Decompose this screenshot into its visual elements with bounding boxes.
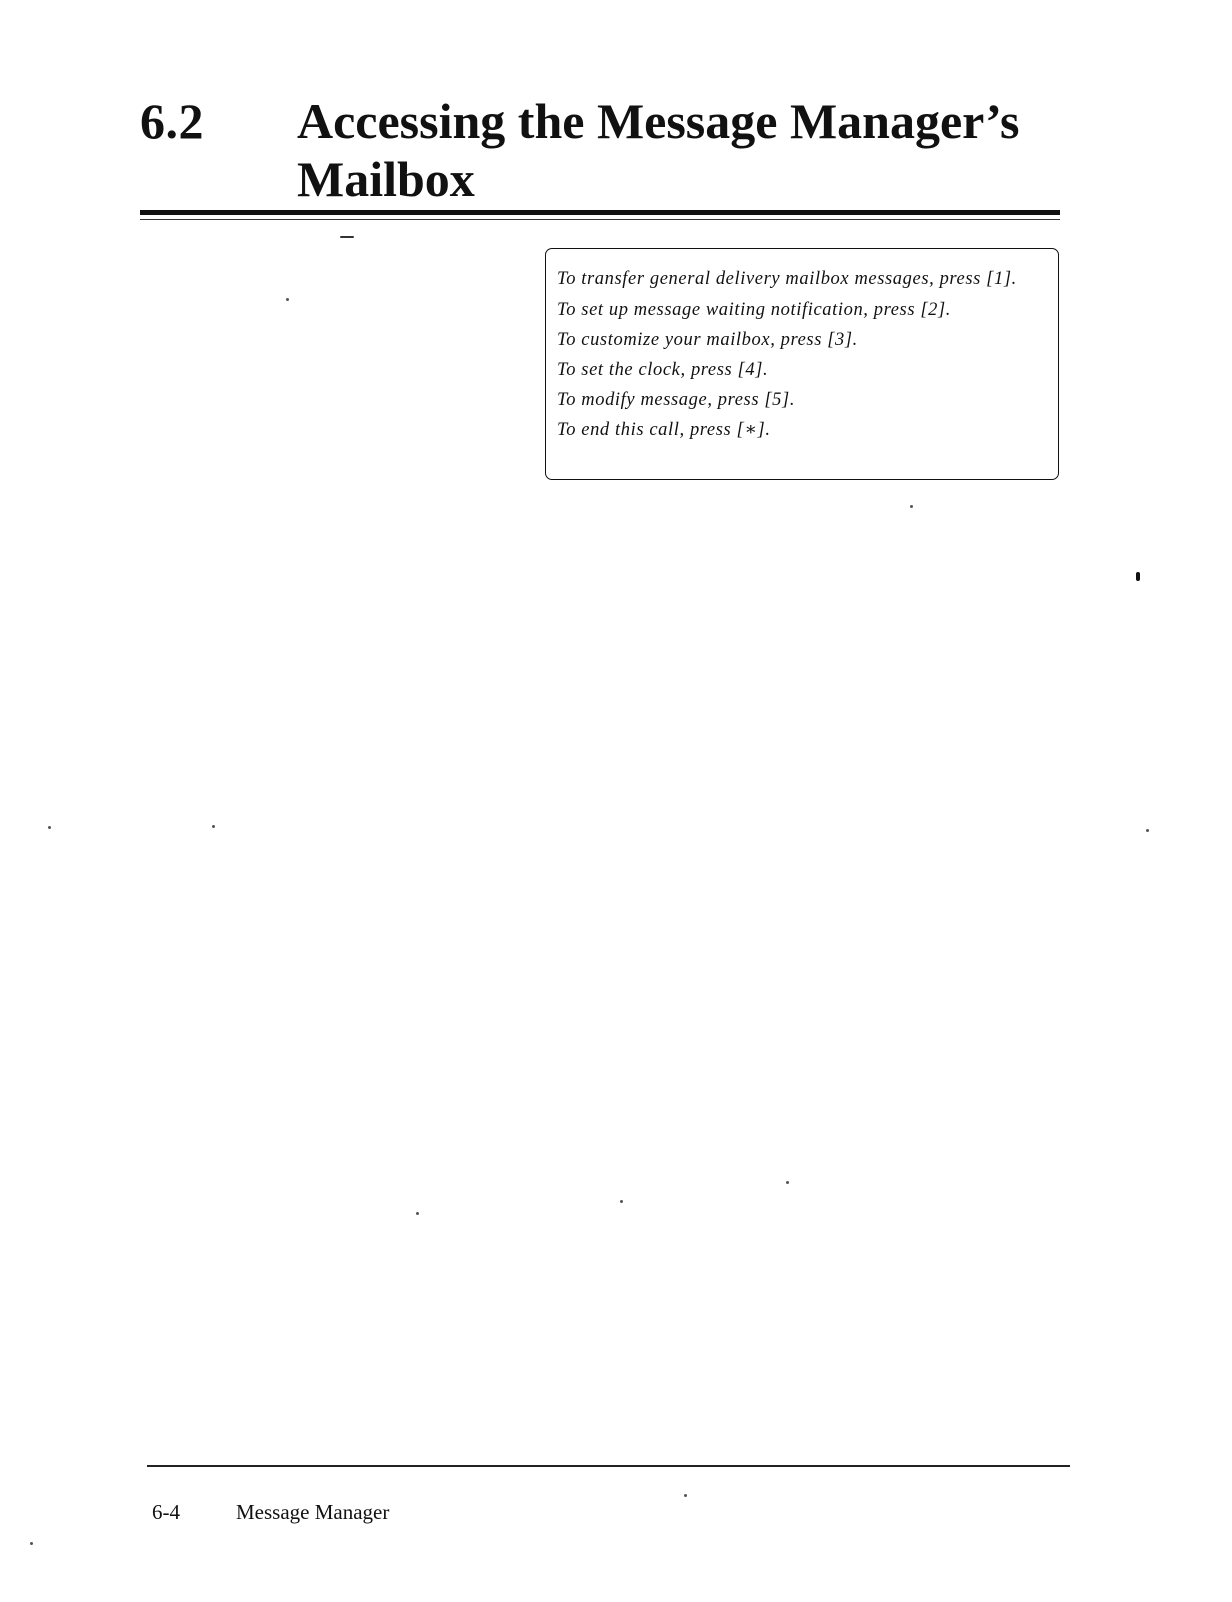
scan-speck xyxy=(212,825,215,828)
title-rule-thin xyxy=(140,219,1060,220)
footer-page-number: 6-4 xyxy=(152,1500,180,1524)
scan-speck xyxy=(286,298,289,301)
prompt-line-end-call: To end this call, press [∗]. xyxy=(557,420,771,440)
prompt-line-clock: To set the clock, press [4]. xyxy=(557,360,769,380)
scan-speck xyxy=(910,505,913,508)
prompt-line-customize: To customize your mailbox, press [3]. xyxy=(557,330,858,350)
scan-speck xyxy=(786,1181,789,1184)
scan-speck xyxy=(30,1542,33,1545)
section-title-line-2: Mailbox xyxy=(297,151,475,207)
prompt-line-transfer: To transfer general delivery mailbox messages, press [1]. xyxy=(557,269,1017,289)
prompt-line-notification: To set up message waiting notification, press [2]. xyxy=(557,300,952,320)
scan-speck xyxy=(1136,572,1140,581)
footer-rule xyxy=(147,1465,1070,1467)
section-title-line-1: Accessing the Message Manager’s xyxy=(297,93,1020,149)
footer-manual-title: Message Manager xyxy=(236,1500,390,1524)
prompt-line-modify: To modify message, press [5]. xyxy=(557,390,796,410)
scan-speck xyxy=(1146,829,1149,832)
section-title xyxy=(297,92,1077,208)
scan-speck xyxy=(48,826,51,829)
voice-prompt-box xyxy=(545,248,1059,480)
scan-speck xyxy=(416,1212,419,1215)
scan-speck xyxy=(684,1494,687,1497)
title-rule-thick xyxy=(140,210,1060,215)
scan-speck xyxy=(620,1200,623,1203)
scan-speck xyxy=(340,236,354,238)
section-number: 6.2 xyxy=(140,93,204,149)
